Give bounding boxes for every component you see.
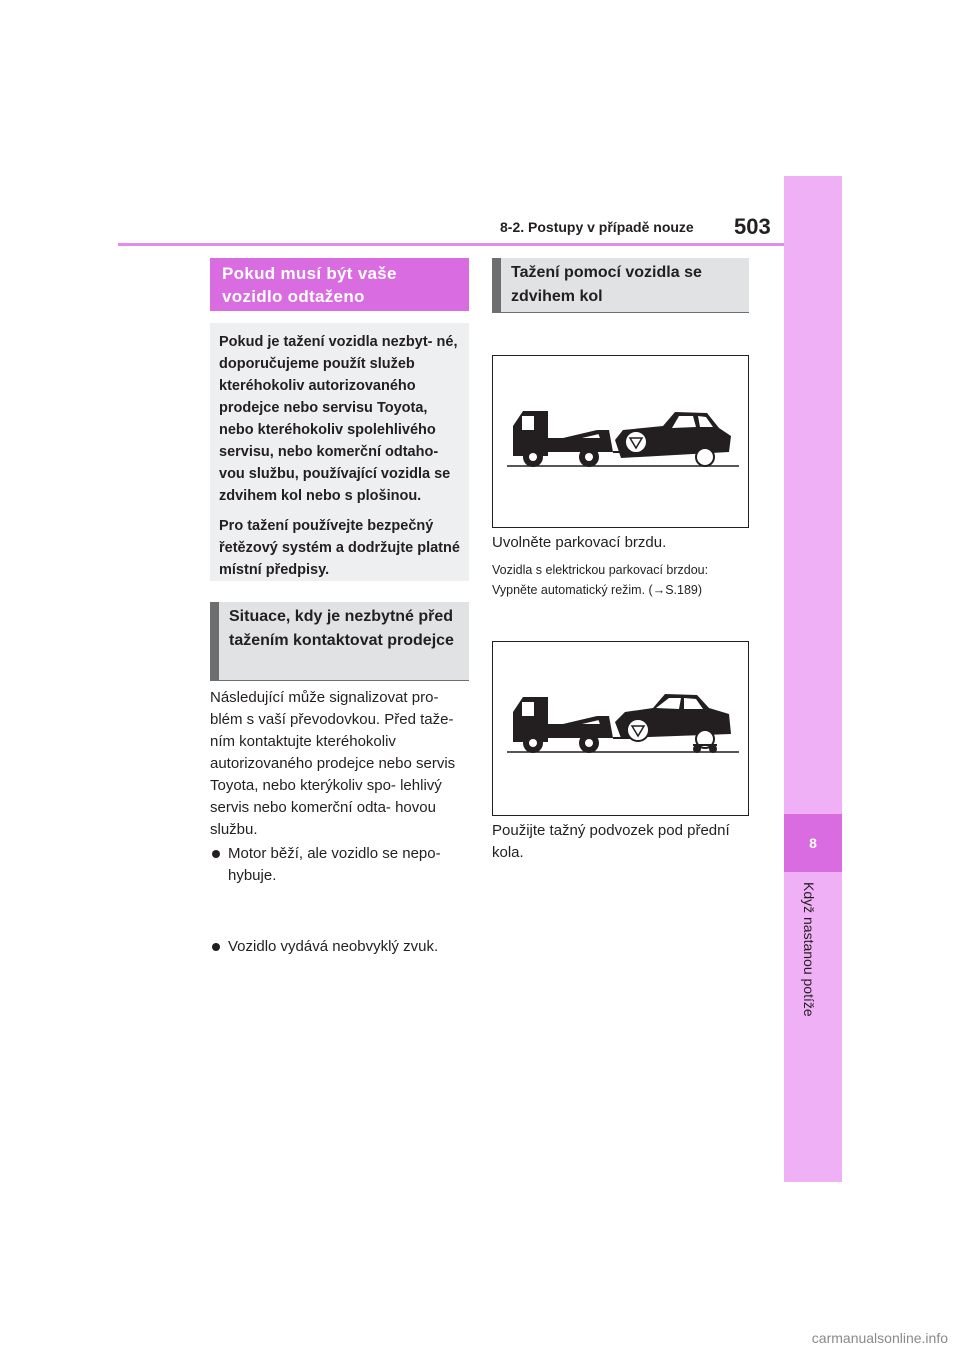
header-rule — [118, 243, 784, 246]
chapter-label: Když nastanou potíže — [801, 882, 817, 1017]
rear-towing-illustration — [492, 641, 749, 816]
heading-contact-dealer: Situace, kdy je nezbytné před tažením kontaktovat prodejce — [210, 602, 469, 681]
watermark: carmanualsonline.info — [811, 1330, 948, 1346]
towing-info-box — [210, 323, 469, 581]
section-title: 8-2. Postupy v případě nouze — [500, 219, 694, 235]
tow-truck-rear-svg — [493, 642, 748, 815]
bullet-item: Vozidlo vydává neobvyklý zvuk. — [210, 936, 471, 958]
chapter-number: 8 — [809, 835, 817, 851]
chapter-number-tab[interactable] — [784, 814, 842, 872]
heading-wheel-lift-towing: Tažení pomocí vozidla se zdvihem kol — [492, 258, 749, 313]
chapter-side-tab — [784, 176, 842, 1182]
dolly-caption: Použijte tažný podvozek pod přední kola. — [492, 822, 730, 861]
page-number: 503 — [734, 214, 771, 239]
towing-safety-text: Pro tažení používejte bezpečný řetězový systém a dodržujte platné místní předpisy. — [219, 518, 460, 578]
bullet-item: Motor běží, ale vozidlo se nepo- hybuje. — [210, 843, 471, 887]
tow-truck-front-svg — [493, 356, 748, 527]
front-towing-illustration — [492, 355, 749, 528]
epb-note-line2: Vypněte automatický režim. (→S.189) — [492, 583, 703, 597]
heading-towing: Pokud musí být vaše vozidlo odtaženo — [210, 258, 469, 311]
transmission-intro-text: Následující může signalizovat pro- blém s vaší převodovkou. Před taže- ním kontaktujte kteréhokoliv autorizovaného prodejce nebo servis Toyota, nebo kterýkoliv spo- lehlivý servis nebo komerční odta- hovou službu. — [210, 689, 456, 838]
release-brake-caption: Uvolněte parkovací brzdu. — [492, 534, 667, 551]
towing-info-text: Pokud je tažení vozidla nezbyt- né, doporučujeme použít služeb kteréhokoliv autorizovaného prodejce nebo servisu Toyota, nebo kteréhokoliv spolehlivého servisu, nebo komerční odtaho- vou službu, používající vozidla se zdvihem kol nebo s plošinou. — [219, 334, 458, 504]
epb-note-line1: Vozidla s elektrickou parkovací brzdou: — [492, 563, 709, 577]
